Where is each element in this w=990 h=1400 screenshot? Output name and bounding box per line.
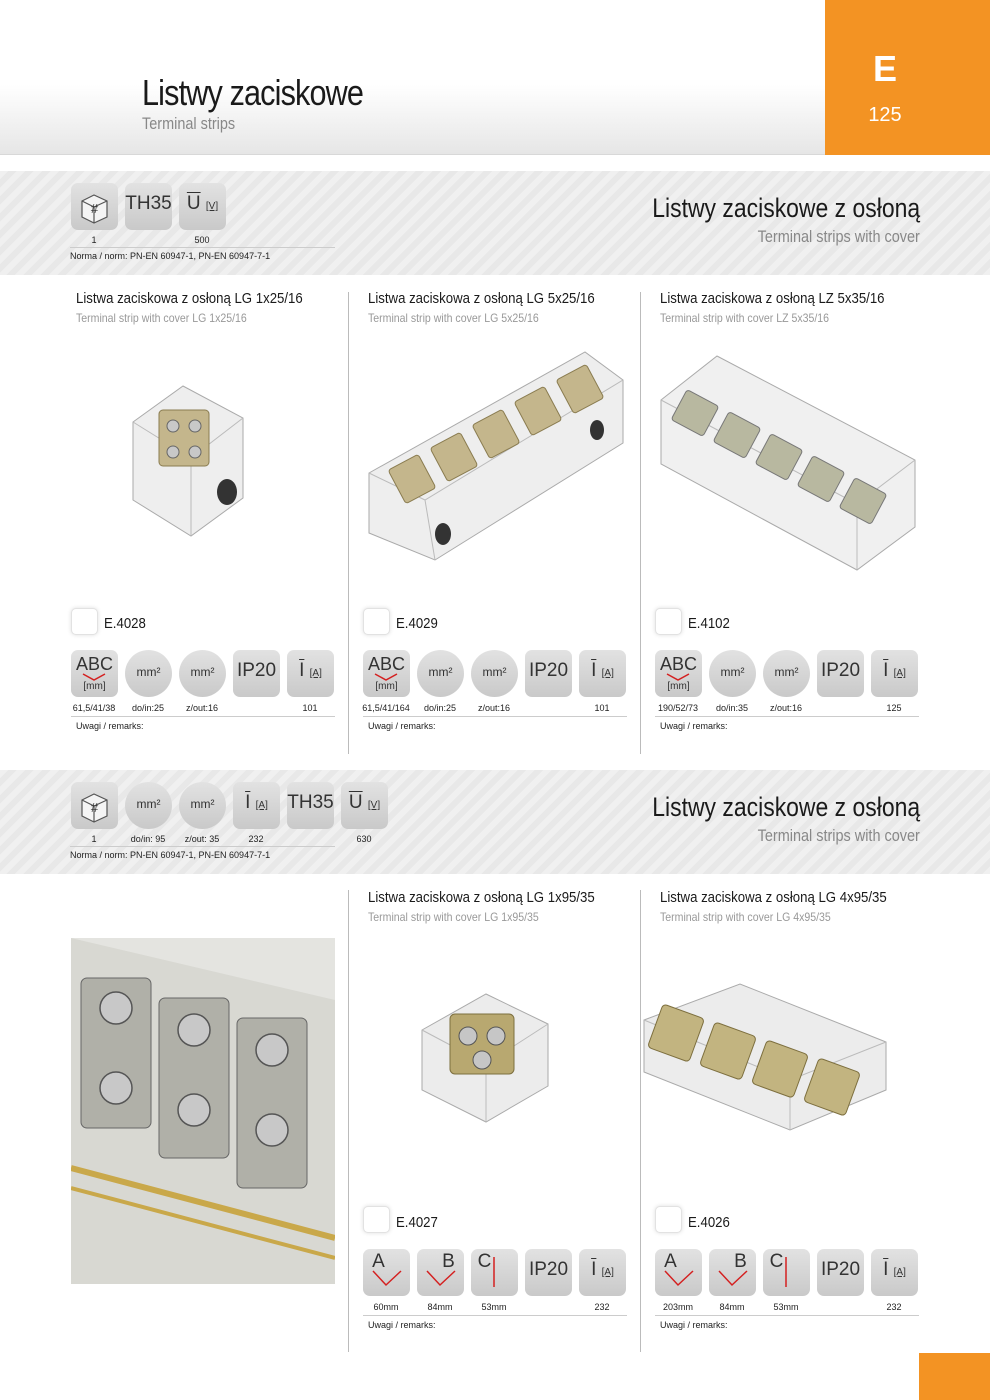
section-band-2: # mm² mm² $\overline{I}$ [A] TH35 $\overline{U}$ [V] 1 do/in: 95 z/out: 35 232 630 Norma / norm: PN-EN 60947-1, PN-EN 60947-7-1 Listwy zaciskowe z osłoną Terminal strips with cover [0, 770, 990, 874]
product-subtitle: Terminal strip with cover LG 5x25/16 [368, 311, 539, 325]
product-photo-lg-4x95 [640, 980, 890, 1140]
ip-rating-icon: IP20 [233, 650, 280, 697]
product-title: Listwa zaciskowa z osłoną LG 4x95/35 [660, 889, 887, 906]
product-photo-lg-5x25 [365, 348, 627, 563]
product-title: Listwa zaciskowa z osłoną LG 1x25/16 [76, 290, 303, 307]
dimension-a-icon: A [655, 1249, 702, 1296]
column-divider [348, 890, 349, 1352]
voltage-icon: $\overline{U}$ [V] [341, 782, 388, 829]
column-divider [640, 292, 641, 754]
remarks-label: Uwagi / remarks: [660, 721, 728, 731]
dimensions-icon: ABC [mm] [71, 650, 118, 697]
cross-section-out-icon: mm² [471, 650, 518, 697]
current-icon: $\overline{I}$ [A] [579, 650, 626, 697]
section-band-1 [0, 171, 990, 275]
page-subtitle: Terminal strips [142, 114, 236, 133]
remarks-label: Uwagi / remarks: [368, 1320, 436, 1330]
chapter-letter: E [872, 48, 897, 89]
code-checkbox[interactable] [71, 608, 98, 635]
page-title: Listwy zaciskowe [142, 72, 364, 113]
product-subtitle: Terminal strip with cover LG 1x95/35 [368, 910, 539, 924]
ip-rating-icon: IP20 [817, 1249, 864, 1296]
cross-section-in-icon: mm² [417, 650, 464, 697]
page-number: 125 [868, 104, 902, 126]
code-checkbox[interactable] [363, 608, 390, 635]
remarks-label: Uwagi / remarks: [660, 1320, 728, 1330]
code-checkbox[interactable] [655, 608, 682, 635]
dimension-a-icon: A [363, 1249, 410, 1296]
dimension-c-icon: C [471, 1249, 518, 1296]
chapter-tab [825, 0, 990, 155]
remarks-label: Uwagi / remarks: [368, 721, 436, 731]
product-subtitle: Terminal strip with cover LG 4x95/35 [660, 910, 831, 924]
section-title: Listwy zaciskowe z osłoną [652, 792, 920, 822]
product-photo-lg-1x95 [416, 990, 552, 1126]
current-icon: $\overline{I}$ [A] [871, 1249, 918, 1296]
product-code: E.4102 [688, 615, 730, 632]
dimension-b-icon: B [417, 1249, 464, 1296]
code-checkbox[interactable] [655, 1206, 682, 1233]
section-subtitle: Terminal strips with cover [757, 826, 920, 845]
package-value: 1 [91, 235, 97, 245]
rail-icon: TH35 [125, 183, 172, 230]
package-icon: # [71, 183, 118, 230]
dimension-c-icon: C [763, 1249, 810, 1296]
product-subtitle: Terminal strip with cover LZ 5x35/16 [660, 311, 830, 325]
rail-icon: TH35 [287, 782, 334, 829]
dimensions-icon: ABC [mm] [655, 650, 702, 697]
dimensions-icon: ABC [mm] [363, 650, 410, 697]
closeup-photo [71, 938, 335, 1284]
current-icon: $\overline{I}$ [A] [871, 650, 918, 697]
product-code: E.4027 [396, 1214, 438, 1231]
product-code: E.4026 [688, 1214, 730, 1231]
current-icon: $\overline{I}$ [A] [287, 650, 334, 697]
page-header [0, 0, 990, 155]
section-subtitle: Terminal strips with cover [757, 227, 920, 246]
norm-text: Norma / norm: PN-EN 60947-1, PN-EN 60947-7-1 [70, 846, 335, 860]
product-code: E.4029 [396, 615, 438, 632]
voltage-icon: $\overline{U}$ [V] [179, 183, 226, 230]
ip-rating-icon: IP20 [817, 650, 864, 697]
product-title: Listwa zaciskowa z osłoną LZ 5x35/16 [660, 290, 885, 307]
product-code: E.4028 [104, 615, 146, 632]
product-photo-lg-1x25 [125, 380, 250, 540]
current-icon: $\overline{I}$ [A] [233, 782, 280, 829]
product-subtitle: Terminal strip with cover LG 1x25/16 [76, 311, 247, 325]
cross-section-in-icon: mm² [125, 650, 172, 697]
remarks-label: Uwagi / remarks: [76, 721, 144, 731]
product-title: Listwa zaciskowa z osłoną LG 1x95/35 [368, 889, 595, 906]
package-icon: # [71, 782, 118, 829]
product-title: Listwa zaciskowa z osłoną LG 5x25/16 [368, 290, 595, 307]
cross-section-out-icon: mm² [763, 650, 810, 697]
ip-rating-icon: IP20 [525, 650, 572, 697]
code-checkbox[interactable] [363, 1206, 390, 1233]
section-title: Listwy zaciskowe z osłoną [652, 193, 920, 223]
column-divider [348, 292, 349, 754]
voltage-value: 500 [194, 235, 210, 245]
corner-accent [919, 1353, 990, 1400]
cross-section-in-icon: mm² [125, 782, 172, 829]
ip-rating-icon: IP20 [525, 1249, 572, 1296]
product-photo-lz-5x35 [657, 352, 919, 572]
current-icon: $\overline{I}$ [A] [579, 1249, 626, 1296]
cross-section-out-icon: mm² [179, 650, 226, 697]
dimension-b-icon: B [709, 1249, 756, 1296]
norm-text: Norma / norm: PN-EN 60947-1, PN-EN 60947-7-1 [70, 247, 335, 261]
cross-section-in-icon: mm² [709, 650, 756, 697]
cross-section-out-icon: mm² [179, 782, 226, 829]
